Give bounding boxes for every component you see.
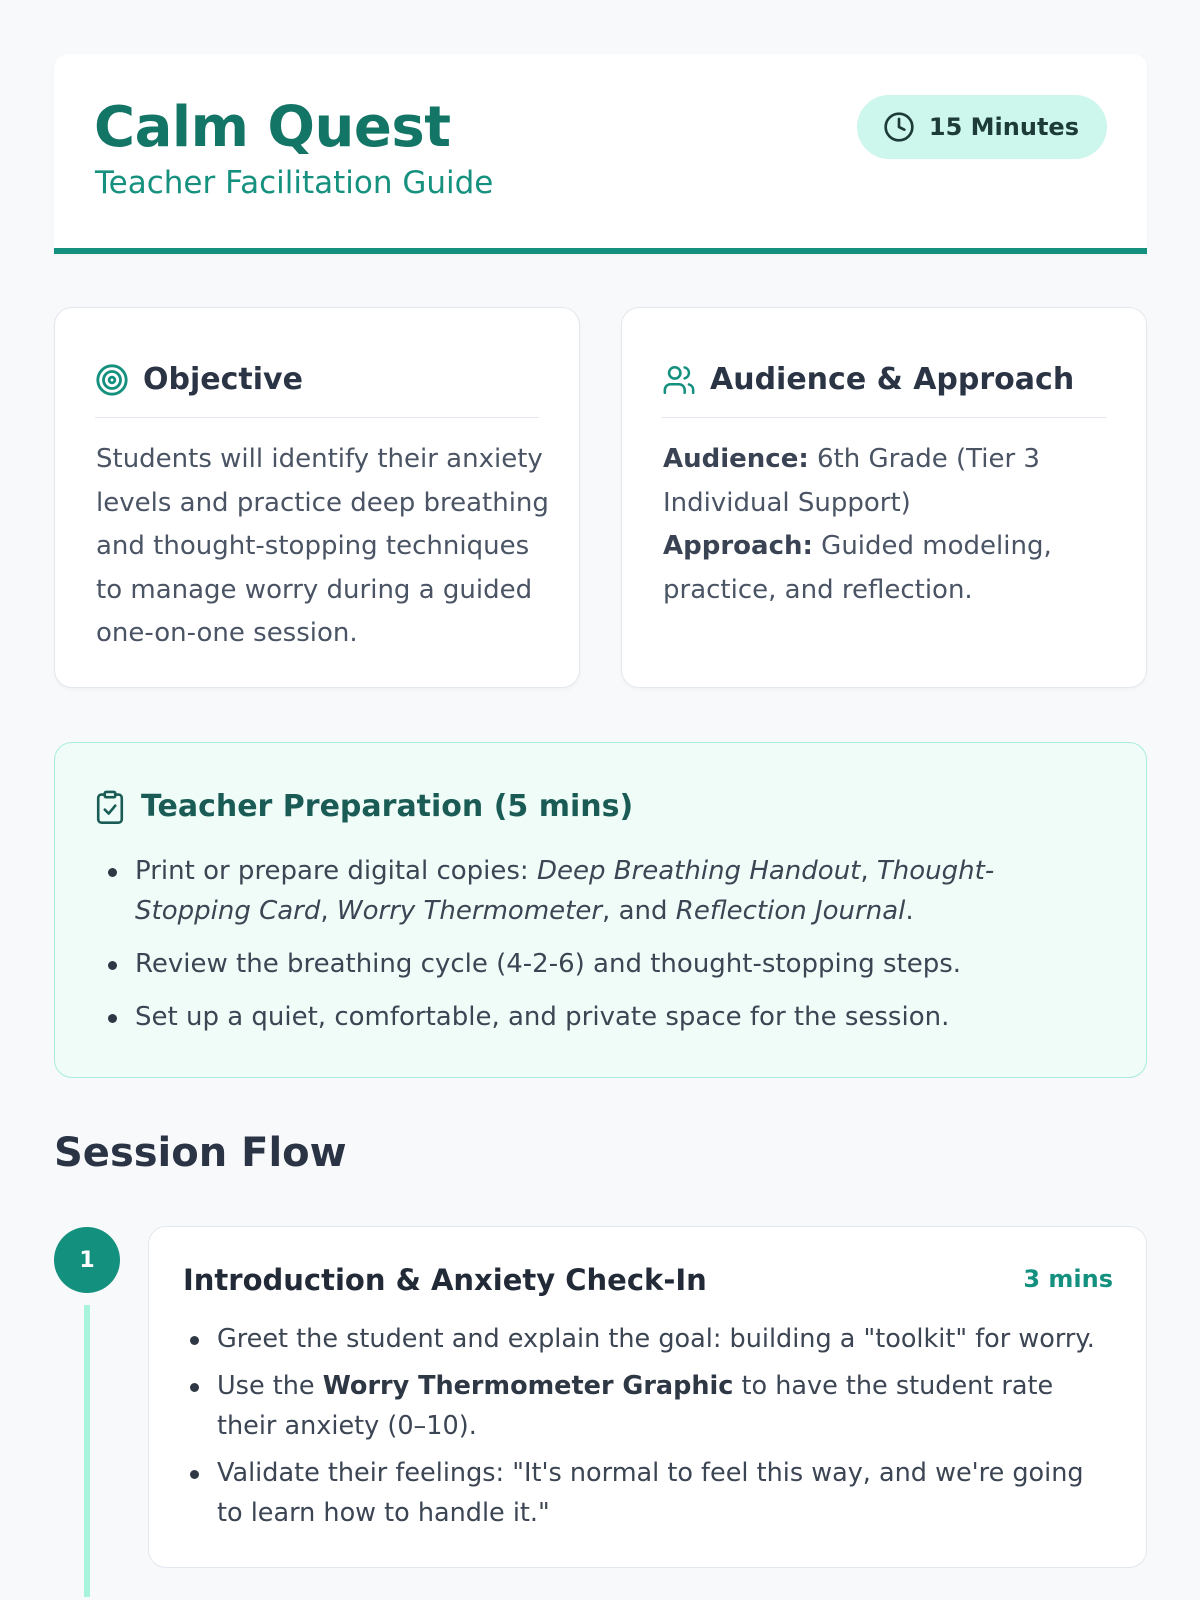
step-title: Introduction & Anxiety Check-In [183, 1263, 707, 1297]
audience-card [621, 307, 1147, 688]
guide-header [54, 54, 1147, 254]
audience-value: 6th Grade (Tier 3 Individual Support) [663, 444, 1040, 518]
material-name: Thought-Stopping Card [135, 856, 995, 926]
preparation-item: Print or prepare digital copies: Deep Breathing Handout, Thought-Stopping Card, Worry Thermometer, and Reflection Journal. [135, 851, 1096, 931]
step-bullet: Validate their feelings: "It's normal to feel this way, and we're going to learn how to handle it." [217, 1453, 1106, 1533]
audience-text [663, 438, 1116, 612]
approach-value: Guided modeling, practice, and reflection. [663, 531, 1052, 605]
step-card [148, 1226, 1147, 1568]
page-subtitle: Teacher Facilitation Guide [95, 165, 494, 201]
step-duration: 3 mins [1023, 1265, 1113, 1293]
step-bullet-list [217, 1319, 1106, 1540]
approach-label: Approach: [663, 531, 813, 561]
teacher-preparation-box [54, 742, 1147, 1078]
step-bullet: Use the Worry Thermometer Graphic to have the student rate their anxiety (0–10). [217, 1366, 1106, 1446]
audience-card-header [662, 344, 1106, 418]
material-name: Worry Thermometer [336, 896, 603, 926]
clipboard-check-icon [95, 790, 125, 824]
preparation-item: Review the breathing cycle (4-2-6) and thought-stopping steps. [135, 944, 1096, 984]
page-title: Calm Quest [94, 95, 451, 160]
objective-heading: Objective [143, 362, 303, 397]
preparation-item: Set up a quiet, comfortable, and private space for the session. [135, 997, 1096, 1037]
step-bullet: Greet the student and explain the goal: building a "toolkit" for worry. [217, 1319, 1106, 1359]
objective-text: Students will identify their anxiety levels and practice deep breathing and thought-stopping techniques to manage worry during a guided one-on-one session. [96, 444, 549, 648]
audience-label: Audience: [663, 444, 809, 474]
objective-card-header [95, 344, 539, 418]
session-flow-heading: Session Flow [54, 1130, 347, 1176]
timeline-connector [84, 1305, 90, 1597]
step-number-badge: 1 [54, 1227, 120, 1293]
target-icon [95, 363, 129, 397]
duration-badge [857, 95, 1107, 159]
material-name: Deep Breathing Handout [536, 856, 861, 886]
resource-name: Worry Thermometer Graphic [322, 1371, 734, 1401]
preparation-list [135, 851, 1096, 1050]
objective-card [54, 307, 580, 688]
duration-label: 15 Minutes [928, 113, 1079, 141]
clock-icon [883, 111, 915, 143]
material-name: Reflection Journal [675, 896, 906, 926]
preparation-heading: Teacher Preparation (5 mins) [141, 789, 634, 824]
audience-heading: Audience & Approach [710, 362, 1075, 397]
preparation-header [95, 789, 633, 824]
users-icon [662, 363, 696, 397]
